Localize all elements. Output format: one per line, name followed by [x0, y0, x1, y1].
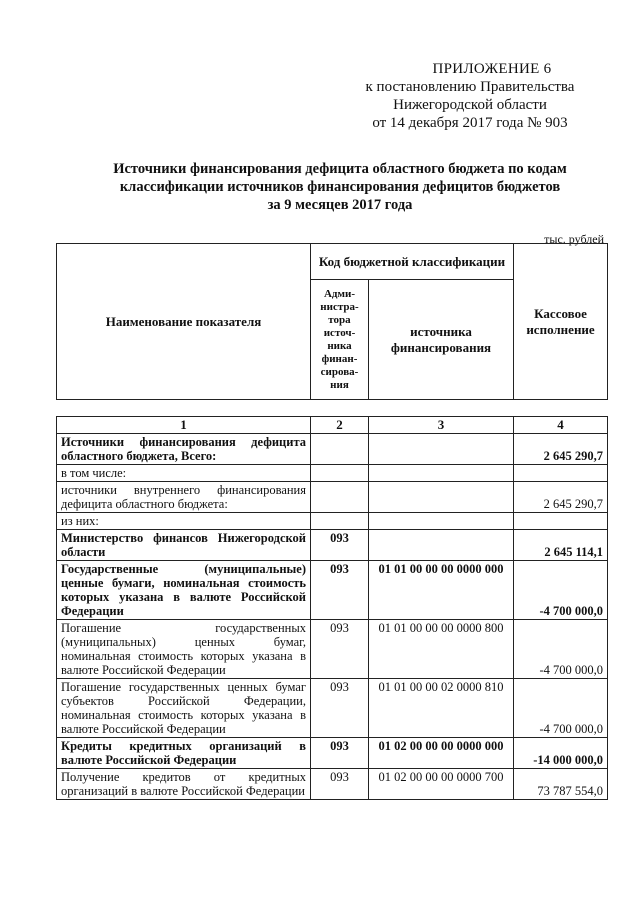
table-row — [57, 561, 608, 620]
row-admin-code: 093 — [311, 561, 369, 620]
row-name: из них: — [57, 513, 311, 530]
title-line-2: классификации источников финансирования дефицитов бюджетов — [119, 179, 561, 195]
row-amount: -4 700 000,0 — [514, 561, 608, 620]
table-row — [57, 620, 608, 679]
header-source: источника финансирования — [369, 280, 514, 400]
appendix-line-3: от 14 декабря 2017 года № 903 — [372, 115, 568, 131]
row-source-code — [369, 482, 514, 513]
units-label: тыс. рублей — [544, 232, 604, 246]
row-source-code — [369, 530, 514, 561]
table-row — [57, 769, 608, 800]
row-admin-code — [311, 482, 369, 513]
header-name: Наименование показателя — [57, 244, 311, 400]
row-admin-code — [311, 465, 369, 482]
colnum-1: 1 — [57, 417, 311, 434]
row-source-code: 01 02 00 00 00 0000 000 — [369, 738, 514, 769]
row-admin-code: 093 — [311, 530, 369, 561]
title-line-1: Источники финансирования дефицита областного бюджета по кодам — [113, 161, 567, 177]
row-name: в том числе: — [57, 465, 311, 482]
row-amount: 73 787 554,0 — [514, 769, 608, 800]
column-number-row — [57, 417, 608, 434]
row-admin-code: 093 — [311, 620, 369, 679]
table-row — [57, 738, 608, 769]
table-row — [57, 513, 608, 530]
row-amount: -4 700 000,0 — [514, 620, 608, 679]
row-source-code — [369, 513, 514, 530]
header-admin: Адми-нистра-тора источ-ника финан-сирова-ния — [311, 280, 369, 400]
row-amount: -4 700 000,0 — [514, 679, 608, 738]
table-row — [57, 679, 608, 738]
row-admin-code: 093 — [311, 738, 369, 769]
table-row — [57, 482, 608, 513]
row-admin-code: 093 — [311, 679, 369, 738]
row-amount — [514, 513, 608, 530]
header-code-group: Код бюджетной классификации — [311, 244, 514, 280]
row-amount — [514, 465, 608, 482]
appendix-line-1: к постановлению Правительства — [365, 79, 575, 95]
row-amount: 2 645 114,1 — [514, 530, 608, 561]
row-amount: 2 645 290,7 — [514, 434, 608, 465]
data-table — [56, 416, 608, 800]
row-name: Погашение государственных (муниципальных) ценных бумаг, номинальная стоимость которых указана в валюте Российской Федерации — [57, 620, 311, 679]
row-admin-code: 093 — [311, 769, 369, 800]
row-name: источники внутреннего финансирования дефицита областного бюджета: — [57, 482, 311, 513]
appendix-block — [340, 60, 600, 132]
title-line-3: за 9 месяцев 2017 года — [267, 197, 413, 213]
table-row — [57, 530, 608, 561]
row-source-code: 01 01 00 00 00 0000 800 — [369, 620, 514, 679]
row-admin-code — [311, 513, 369, 530]
header-table — [56, 243, 608, 400]
colnum-4: 4 — [514, 417, 608, 434]
document-title — [70, 160, 610, 214]
colnum-2: 2 — [311, 417, 369, 434]
row-admin-code — [311, 434, 369, 465]
row-name: Кредиты кредитных организаций в валюте Российской Федерации — [57, 738, 311, 769]
row-amount: -14 000 000,0 — [514, 738, 608, 769]
row-name: Министерство финансов Нижегородской области — [57, 530, 311, 561]
row-amount: 2 645 290,7 — [514, 482, 608, 513]
row-source-code — [369, 465, 514, 482]
header-execution: Кассовое исполнение — [514, 244, 608, 400]
table-row — [57, 434, 608, 465]
row-name: Получение кредитов от кредитных организаций в валюте Российской Федерации — [57, 769, 311, 800]
row-name: Погашение государственных ценных бумаг субъектов Российской Федерации, номинальная стоимость которых указана в валюте Российской Федерации — [57, 679, 311, 738]
appendix-number: ПРИЛОЖЕНИЕ 6 — [432, 61, 552, 77]
table-row — [57, 465, 608, 482]
row-source-code: 01 02 00 00 00 0000 700 — [369, 769, 514, 800]
row-name: Государственные (муниципальные) ценные бумаги, номинальная стоимость которых указана в валюте Российской Федерации — [57, 561, 311, 620]
row-source-code: 01 01 00 00 02 0000 810 — [369, 679, 514, 738]
colnum-3: 3 — [369, 417, 514, 434]
appendix-line-2: Нижегородской области — [393, 97, 547, 113]
row-name: Источники финансирования дефицита областного бюджета, Всего: — [57, 434, 311, 465]
row-source-code — [369, 434, 514, 465]
row-source-code: 01 01 00 00 00 0000 000 — [369, 561, 514, 620]
